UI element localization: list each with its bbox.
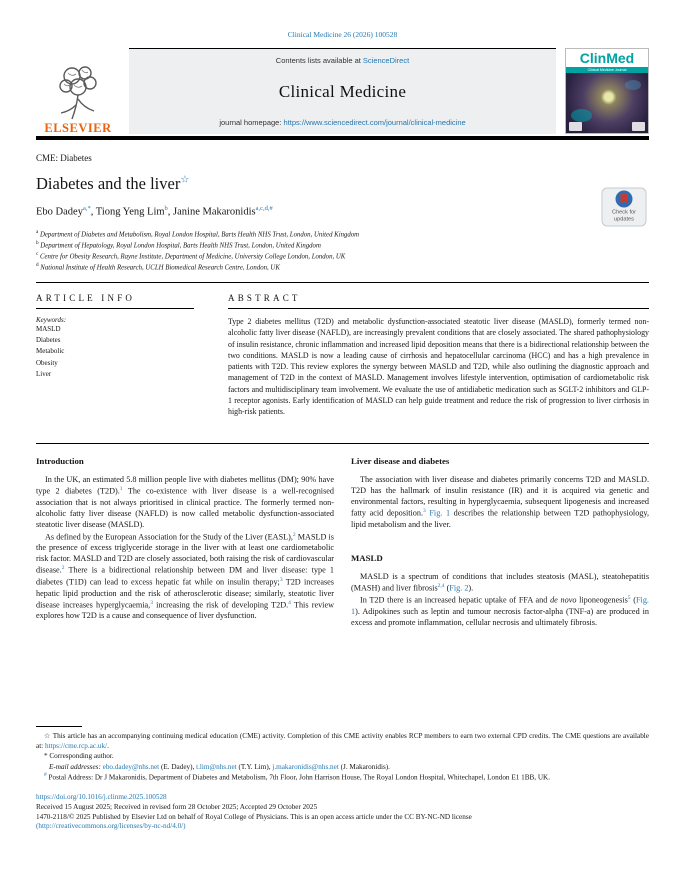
- license-link[interactable]: (http://creativecommons.org/licenses/by-nc-nd/4.0/): [36, 822, 186, 831]
- superscript-ref: 5: [627, 595, 631, 602]
- footnote-block: [36, 726, 649, 830]
- affiliation: [36, 240, 649, 251]
- keyword: MASLD: [36, 324, 61, 333]
- paragraph: In the UK, an estimated 5.8 million people live with diabetes mellitus (DM); 90% have type 2 diabetes (T2D).$^1$ The co-existence with liver disease is a well-recognised association that is not always prioritised in clinical practice. The formerly termed non-alcoholic fatty liver disease (NAFLD) is now called metabolic dysfunction-associated steatotic liver disease (MASLD).: [36, 474, 334, 529]
- section-heading-introduction: Introduction: [36, 455, 84, 466]
- contents-list-line: [133, 56, 552, 65]
- journal-citation: Clinical Medicine 26 (2026) 100528: [287, 30, 398, 39]
- section-heading-masld: MASLD: [351, 552, 383, 563]
- page-title: [36, 174, 649, 194]
- paragraph: The association with liver disease and diabetes primarily concerns T2D and MASLD. T2D has the hallmark of insulin resistance (IR) and it is acquired via genetic and environmental factors, resulting in hyperglycaemia, subsequent lipogenesis and increased fatty acid deposition.$^3$ Fig. 1 describes the relationship between T2D pathophysiology, lipid metabolism and the liver.: [351, 474, 650, 529]
- cover-artwork: [566, 73, 648, 133]
- superscript-ref: #: [44, 771, 47, 778]
- affiliation: [36, 229, 649, 240]
- superscript-ref: 1: [119, 485, 123, 492]
- author-line: Ebo Dadey$^{a,*}$, Tiong Yeng Lim$^b$, Janine Makaronidis$^{a,c,d,\#}$: [36, 205, 273, 218]
- article-info-header: ARTICLE INFO: [36, 283, 194, 309]
- article-info-abstract-section: [36, 282, 649, 444]
- abstract-column: [228, 283, 649, 431]
- inline-link[interactable]: t.lim@nhs.net: [196, 762, 237, 771]
- article-title-text: Diabetes and the liver: [36, 174, 181, 193]
- cme-footnote-star[interactable]: ☆: [180, 174, 190, 186]
- inline-link[interactable]: Fig. 2: [449, 583, 469, 593]
- received-dates: Received 15 August 2025; Received in revised form 28 October 2025; Accepted 29 October 2025: [36, 803, 318, 812]
- inline-link[interactable]: ebo.dadey@nhs.net: [102, 762, 160, 771]
- journal-homepage-link[interactable]: https://www.sciencedirect.com/journal/clinical-medicine: [283, 118, 466, 127]
- sciencedirect-link[interactable]: ScienceDirect: [362, 56, 410, 65]
- publisher-banner: [36, 48, 649, 134]
- elsevier-wordmark: ELSEVIER: [44, 120, 112, 135]
- superscript-ref: a,c,d,#: [255, 205, 273, 212]
- affiliation-label: b: [36, 239, 39, 246]
- affiliation-label: a: [36, 228, 39, 235]
- cover-art-blob: [571, 109, 592, 122]
- superscript-ref: 2,4: [437, 582, 445, 589]
- superscript-ref: a,*: [82, 205, 91, 212]
- article-section-label: CME: Diabetes: [36, 153, 92, 163]
- copyright-line: 1470-2118/© 2025 Published by Elsevier Ltd on behalf of Royal College of Physicians. This is an open access article under the CC BY-NC-ND license: [36, 813, 472, 822]
- superscript-ref: 3: [150, 599, 153, 606]
- affiliation-text: National Institute of Health Research, UCLH Biomedical Research Centre, London, UK: [38, 264, 280, 272]
- email-addresses-note: E-mail addresses: ebo.dadey@nhs.net (E. Dadey), t.lim@nhs.net (T.Y. Lim), j.makaronidis@nhs.net (J. Makaronidis).: [49, 762, 390, 771]
- journal-cover-thumbnail[interactable]: [565, 48, 649, 134]
- journal-homepage-line: [133, 118, 552, 127]
- keywords-label: Keywords:: [36, 315, 67, 324]
- cover-footer-logos: [569, 122, 645, 131]
- affiliation-label: d: [36, 261, 39, 268]
- journal-title: Clinical Medicine: [278, 81, 407, 101]
- body-columns: [36, 456, 649, 630]
- paragraph: MASLD is a spectrum of conditions that includes steatosis (MASL), steatohepatitis (MASH) and liver fibrosis$^{2,4}$ (Fig. 2).: [351, 571, 649, 593]
- cover-title: ClinMed: [579, 50, 635, 66]
- affiliations-block: [36, 229, 649, 273]
- superscript-ref: 3: [423, 507, 426, 514]
- affiliation-label: c: [36, 250, 39, 257]
- cover-art-blob: [625, 80, 641, 90]
- superscript-ref: 4: [288, 599, 291, 606]
- affiliation-text: Department of Hepatology, Royal London Hospital, Barts Health NHS Trust, London, United Kingdom: [38, 241, 321, 249]
- section-heading-liver-disease: Liver disease and diabetes: [351, 455, 450, 466]
- elsevier-logo[interactable]: [36, 48, 120, 134]
- abstract-text: Type 2 diabetes mellitus (T2D) and metabolic dysfunction-associated steatotic liver disease (MASLD), formerly termed non-alcoholic fatty liver disease (NAFLD), are increasingly prevalent conditions that are closely associated. The shared pathophysiology of insulin resistance, chronic inflammation and increased lipid deposition means that there is a bidirectional relationship between the two conditions. MASLD is now a leading cause of cirrhosis and hepatocellular carcinoma (HCC) and has a high prevalence in patients with T2D. This review explores the synergy between MASLD and T2D, while also outlining the diagnostic approach and management of T2D in the context of MASLD. Management involves lifestyle intervention, optimisation of cardiometabolic risk factors and multidisciplinary team involvement. We evaluate the use of antidiabetic medication such as SGLT-2 inhibitors and GLP-1 receptor agonists. Early identification of MASLD can help guide treatment and reduce the risk of progression to liver cirrhosis in high-risk patients.: [228, 316, 649, 417]
- left-column: [36, 456, 334, 630]
- affiliation: [36, 262, 649, 273]
- keyword: Metabolic: [36, 347, 65, 356]
- superscript-ref: 2: [292, 531, 296, 538]
- superscript-ref: 3: [279, 577, 283, 583]
- keyword: Obesity: [36, 358, 58, 367]
- doi-link[interactable]: https://doi.org/10.1016/j.clinme.2025.100528: [36, 793, 167, 802]
- affiliation-text: Centre for Obesity Research, Rayne Institute, Department of Medicine, University College London, London, UK: [38, 252, 346, 260]
- rcp-mini-logo: [569, 122, 582, 131]
- inline-link[interactable]: j.makaronidis@nhs.net: [272, 762, 339, 771]
- postal-address-note: # Postal Address: Dr J Makaronidis, Department of Diabetes and Metabolism, 7th Floor, John Harrison House, The Royal London Hospital, Whitechapel, London E1 1BB, UK.: [44, 771, 551, 782]
- journal-banner-box: [129, 48, 556, 134]
- inline-link[interactable]: https://cme.rcp.ac.uk/: [44, 742, 108, 751]
- badge-text-line1: Check for: [612, 209, 636, 216]
- contents-prefix: Contents lists available at: [275, 56, 363, 65]
- affiliation-text: Department of Diabetes and Metabolism, Royal London Hospital, Barts Health NHS Trust, London, United Kingdom: [38, 230, 360, 238]
- check-for-updates-badge[interactable]: [601, 187, 647, 227]
- affiliation: [36, 251, 649, 262]
- superscript-ref: 2: [61, 565, 65, 572]
- superscript-ref: b: [164, 205, 168, 212]
- keyword: Liver: [36, 369, 52, 378]
- article-info-column: [36, 283, 194, 431]
- inline-link[interactable]: Fig. 1: [429, 508, 451, 518]
- badge-text-line2: updates: [614, 216, 634, 223]
- footnote-divider: [36, 726, 82, 727]
- elsevier-tree-icon: [52, 63, 104, 121]
- keyword: Diabetes: [36, 336, 61, 345]
- homepage-prefix: journal homepage:: [219, 118, 284, 127]
- cme-footnote: ☆ This article has an accompanying continuing medical education (CME) activity. Completion of this CME activity enables RCP members to earn two external CPD credits. The CME questions are available at: https://cme.rcp.ac.uk/.: [36, 732, 649, 751]
- right-column: [351, 456, 649, 630]
- paragraph: As defined by the European Association for the Study of the Liver (EASL),$^2$ MASLD is the presence of excess triglyceride storage in the liver with at least one cardiometabolic risk factor. MASLD and T2D are closely associated, both raising the risk of cardiovascular disease.$^2$ There is a bidirectional relationship between DM and liver disease: type 1 diabetes (T1D) can lead to excess hepatic fat while on insulin therapy;$^3$ T2D increases hepatic lipid production and the risk of atherosclerotic disease; similarly, steatotic liver disease increases hyperglycaemia,$^3$ increasing the risk of developing T2D.$^4$ This review explores how T2D is a cause and consequence of liver dysfunction.: [36, 531, 334, 621]
- elsevier-mini-logo: [632, 122, 645, 131]
- paragraph: In T2D there is an increased hepatic uptake of FFA and de novo liponeogenesis$^5$ (Fig. 1). Adipokines such as leptin and tumour necrosis factor-alpha (TNF-a) are produced in excess and promote inflammation, cellular necrosis and ultimately fibrosis.: [351, 595, 649, 627]
- inline-link[interactable]: Fig. 1: [351, 596, 649, 617]
- banner-divider: [36, 136, 649, 140]
- abstract-header: ABSTRACT: [228, 283, 649, 309]
- cover-subtitle: Clinical Medicine Journal: [566, 67, 648, 73]
- corresponding-author-note: * Corresponding author.: [44, 752, 114, 761]
